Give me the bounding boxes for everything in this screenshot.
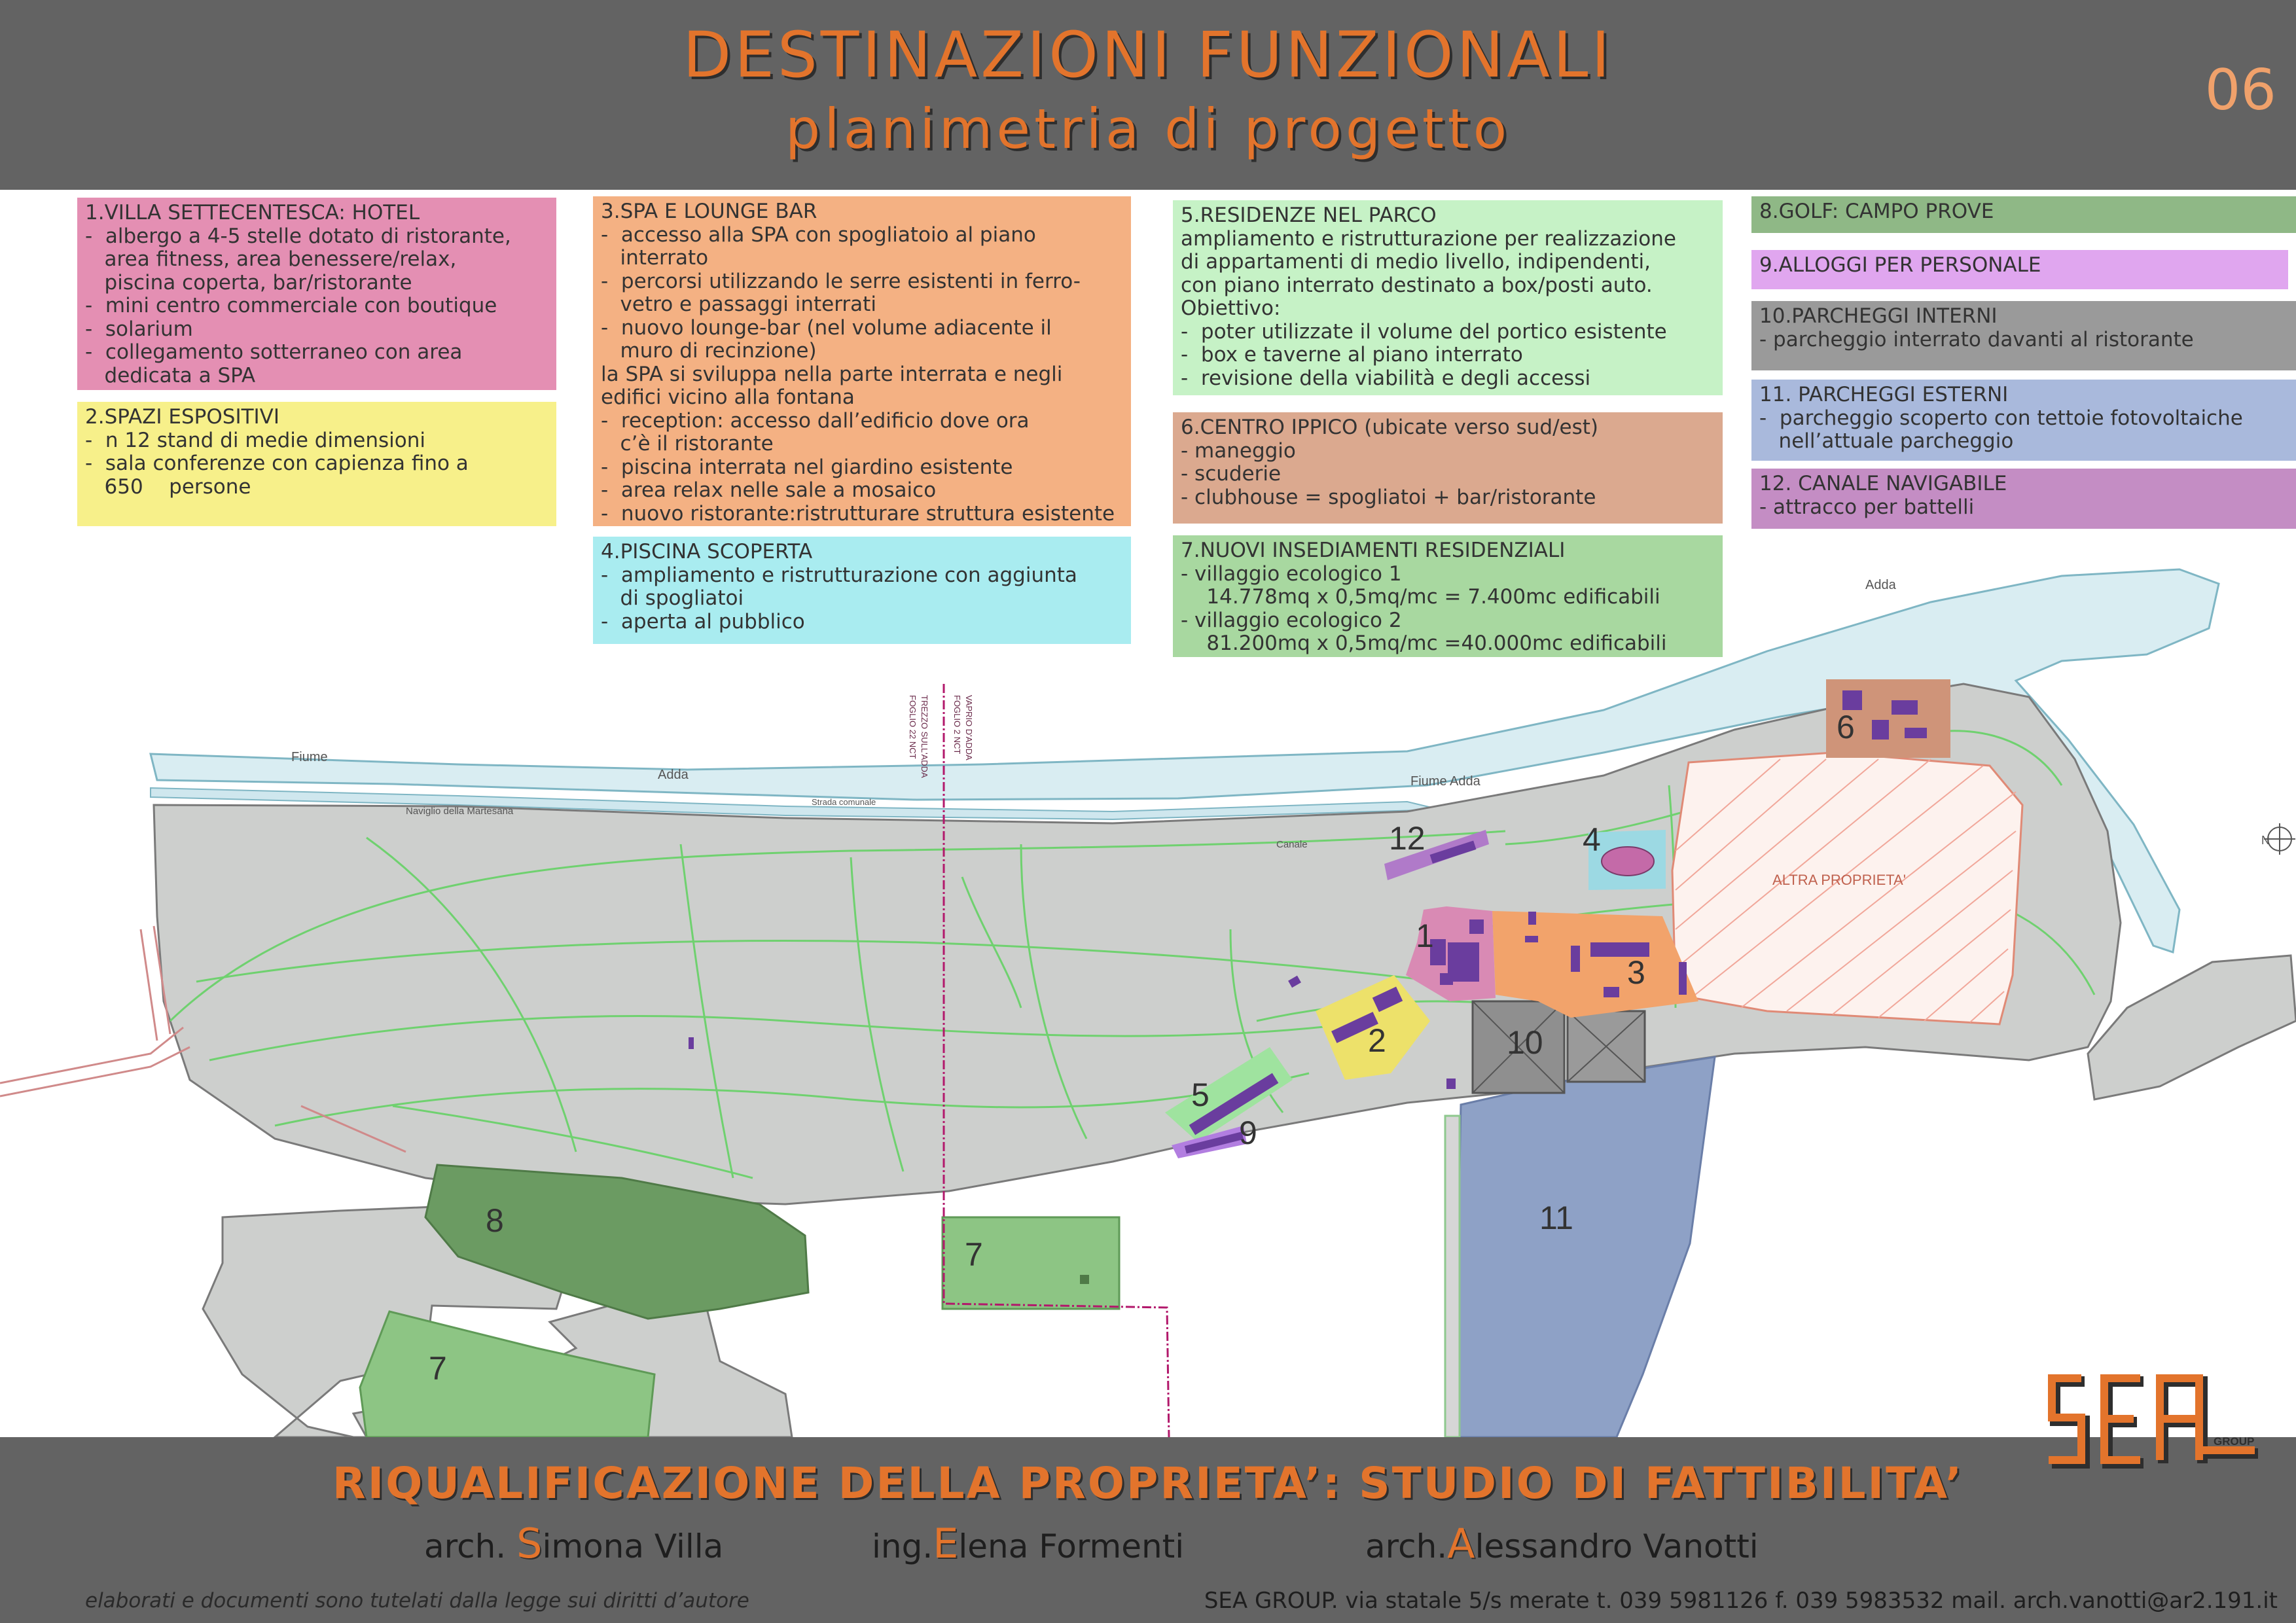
foglio-label-2: TREZZO SULL'ADDA [920,695,929,778]
legend-box-9 [1751,250,2288,289]
foglio-label-3: FOGLIO 2 NCT [952,695,962,755]
legend-box-10 [1751,301,2296,370]
zone-number-8: 8 [486,1202,504,1239]
legend-line: - accesso alla SPA con spogliatoio al piano [601,223,1036,247]
legend-line: edifici vicino alla fontana [601,385,855,409]
legend-box-12 [1751,469,2296,529]
legend-line: nell’attuale parcheggio [1759,429,2014,453]
legend-line: - maneggio [1181,438,1296,463]
zone-number-1: 1 [1416,918,1434,954]
legend-line: area fitness, area benessere/relax, [85,247,457,271]
road-to-parking [1445,1116,1460,1437]
legend-line: piscina coperta, bar/ristorante [85,270,412,294]
author-name: lessandro Vanotti [1475,1527,1759,1565]
copyright-notice: elaborati e documenti sono tutelati dalla legge sui diritti d’autore [85,1589,749,1613]
legend-heading: 11. PARCHEGGI ESTERNI [1759,383,2009,406]
legend-line: - collegamento sotterraneo con area [85,340,463,364]
legend-line: ampliamento e ristrutturazione per realizzazione [1181,226,1676,251]
legend-line: - solarium [85,317,193,341]
legend-box-6 [1173,412,1723,524]
zone-number-6: 6 [1837,709,1855,745]
legend-line: - villaggio ecologico 2 [1181,608,1402,632]
river-label-fiume: Fiume [291,750,328,764]
zone-7-a-building [1080,1275,1089,1284]
legend-heading: 10.PARCHEGGI INTERNI [1759,304,1998,328]
legend-line: - scuderie [1181,462,1282,486]
legend-line: - nuovo ristorante:ristrutturare struttura esistente [601,501,1115,526]
legend-line: interrato [601,246,709,270]
legend-line: dedicata a SPA [85,363,256,387]
legend-box-8 [1751,196,2296,233]
legend-line: - attracco per battelli [1759,495,1975,519]
author-initial: A [1447,1520,1475,1567]
author-initial: S [516,1520,543,1567]
zone-number-2: 2 [1368,1022,1386,1059]
legend-line: - percorsi utilizzando le serre esistenti in ferro- [601,269,1081,293]
author-prefix: arch. [424,1527,517,1565]
naviglio-label: Naviglio della Martesana [406,806,514,817]
legend-line: - aperta al pubblico [601,609,805,633]
author-prefix: arch. [1365,1527,1448,1565]
legend-line: 14.778mq x 0,5mq/mc = 7.400mc edificabili [1181,585,1660,609]
zone-number-4: 4 [1583,821,1601,858]
author-prefix: ing. [872,1527,933,1565]
legend-line: - n 12 stand di medie dimensioni [85,428,426,452]
zone-number-12: 12 [1389,820,1426,857]
logo-sea-text: SEA [2042,1365,2043,1366]
legend-line: con piano interrato destinato a box/posti auto. [1181,273,1653,297]
river-label-fiume-adda: Fiume Adda [1410,774,1480,789]
legend-heading: 1.VILLA SETTECENTESCA: HOTEL [85,201,420,224]
legend-heading: 4.PISCINA SCOPERTA [601,540,813,563]
legend-line: - mini centro commerciale con boutique [85,294,497,317]
compass-rose [2261,823,2295,855]
legend-line: la SPA si sviluppa nella parte interrata e negli [601,362,1063,386]
foglio-label-1: FOGLIO 22 NCT [908,695,918,759]
legend-line: vetro e passaggi interrati [601,293,876,316]
sea-group-logo [2042,1365,2258,1483]
legend-line: - nuovo lounge-bar (nel volume adiacente il [601,315,1052,340]
legend-line: di spogliatoi [601,586,744,610]
legend-line: 81.200mq x 0,5mq/mc =40.000mc edificabili [1181,632,1667,655]
legend-line: - albergo a 4-5 stelle dotato di ristorante, [85,224,511,248]
legend-line: Obiettivo: [1181,296,1281,320]
project-title: RIQUALIFICAZIONE DELLA PROPRIETA’: STUDIO DI FATTIBILITA’ [332,1458,1964,1508]
legend-box-2 [77,402,556,526]
legend-heading: 2.SPAZI ESPOSITIVI [85,405,280,429]
road-east [2088,955,2296,1099]
legend-box-1 [77,198,556,390]
legend-line: - parcheggio interrato davanti al ristorante [1759,327,2194,351]
author-name: imona Villa [542,1527,724,1565]
page-number: 06 [2204,58,2276,123]
legend-heading: 3.SPA E LOUNGE BAR [601,200,817,223]
legend-box-7 [1173,535,1723,657]
legend-box-11 [1751,380,2296,461]
canale-label: Canale [1276,839,1308,850]
legend-line: - sala conferenze con capienza fino a [85,452,469,475]
legend-line: - villaggio ecologico 1 [1181,562,1402,586]
legend-line: - poter utilizzate il volume del portico esistente [1181,319,1667,344]
river-label-adda: Adda [658,768,689,782]
river-label-adda-east: Adda [1865,578,1896,592]
legend-line: - parcheggio scoperto con tettoie fotovoltaiche [1759,406,2243,430]
legend-box-3 [593,196,1131,526]
author-simona-villa [424,1520,723,1567]
legend-line: - area relax nelle sale a mosaico [601,478,937,502]
legend-line: - box e taverne al piano interrato [1181,343,1523,366]
legend-heading: 5.RESIDENZE NEL PARCO [1181,204,1437,227]
zone-number-7b: 7 [429,1350,447,1387]
strada-label: Strada comunale [812,797,876,807]
legend-box-5 [1173,200,1723,395]
foglio-label-4: VAPRIO D'ADDA [964,695,974,760]
compass-north: N [2261,834,2270,847]
author-elena-formenti [872,1520,1184,1567]
zone-number-5: 5 [1191,1077,1210,1113]
legend-heading: 6.CENTRO IPPICO (ubicate verso sud/est) [1181,416,1598,439]
zone-number-11: 11 [1539,1200,1573,1236]
legend-heading: 9.ALLOGGI PER PERSONALE [1759,253,2041,277]
zone-11 [1454,1057,1715,1437]
legend-line: c’è il ristorante [601,432,774,455]
legend-heading: 8.GOLF: CAMPO PROVE [1759,200,1994,223]
zone-number-3: 3 [1627,954,1645,991]
legend-line: - clubhouse = spogliatoi + bar/ristorante [1181,485,1596,509]
legend-line: muro di recinzione) [601,339,817,363]
page-subtitle: planimetria di progetto [785,97,1511,161]
contact-address: SEA GROUP. via statale 5/s merate t. 039 5981126 f. 039 5983532 mail. arch.vanotti@ar2.191.it [1204,1588,2278,1614]
legend-heading: 12. CANALE NAVIGABILE [1759,472,2007,495]
legend-line: - ampliamento e ristrutturazione con aggiunta [601,563,1077,587]
author-initial: E [933,1520,959,1567]
pool-shape [1602,847,1654,876]
legend-line: - reception: accesso dall’edificio dove ora [601,408,1030,433]
altra-proprieta-label: ALTRA PROPRIETA' [1772,872,1906,888]
zone-number-7a: 7 [965,1236,983,1273]
zone-number-10: 10 [1507,1024,1543,1061]
legend-line: di appartamenti di medio livello, indipendenti, [1181,250,1651,274]
page-title: DESTINAZIONI FUNZIONALI [683,18,1613,92]
zone-number-9: 9 [1239,1115,1257,1151]
logo-group-text: GROUP [2214,1435,2255,1448]
author-name: lena Formenti [958,1527,1185,1565]
author-alessandro-vanotti [1365,1520,1759,1567]
legend-line: - piscina interrata nel giardino esistente [601,455,1013,479]
legend-line: 650 persone [85,474,251,499]
legend-line: - revisione della viabilità e degli accessi [1181,366,1591,390]
legend-heading: 7.NUOVI INSEDIAMENTI RESIDENZIALI [1181,539,1566,562]
legend-box-4 [593,537,1131,644]
